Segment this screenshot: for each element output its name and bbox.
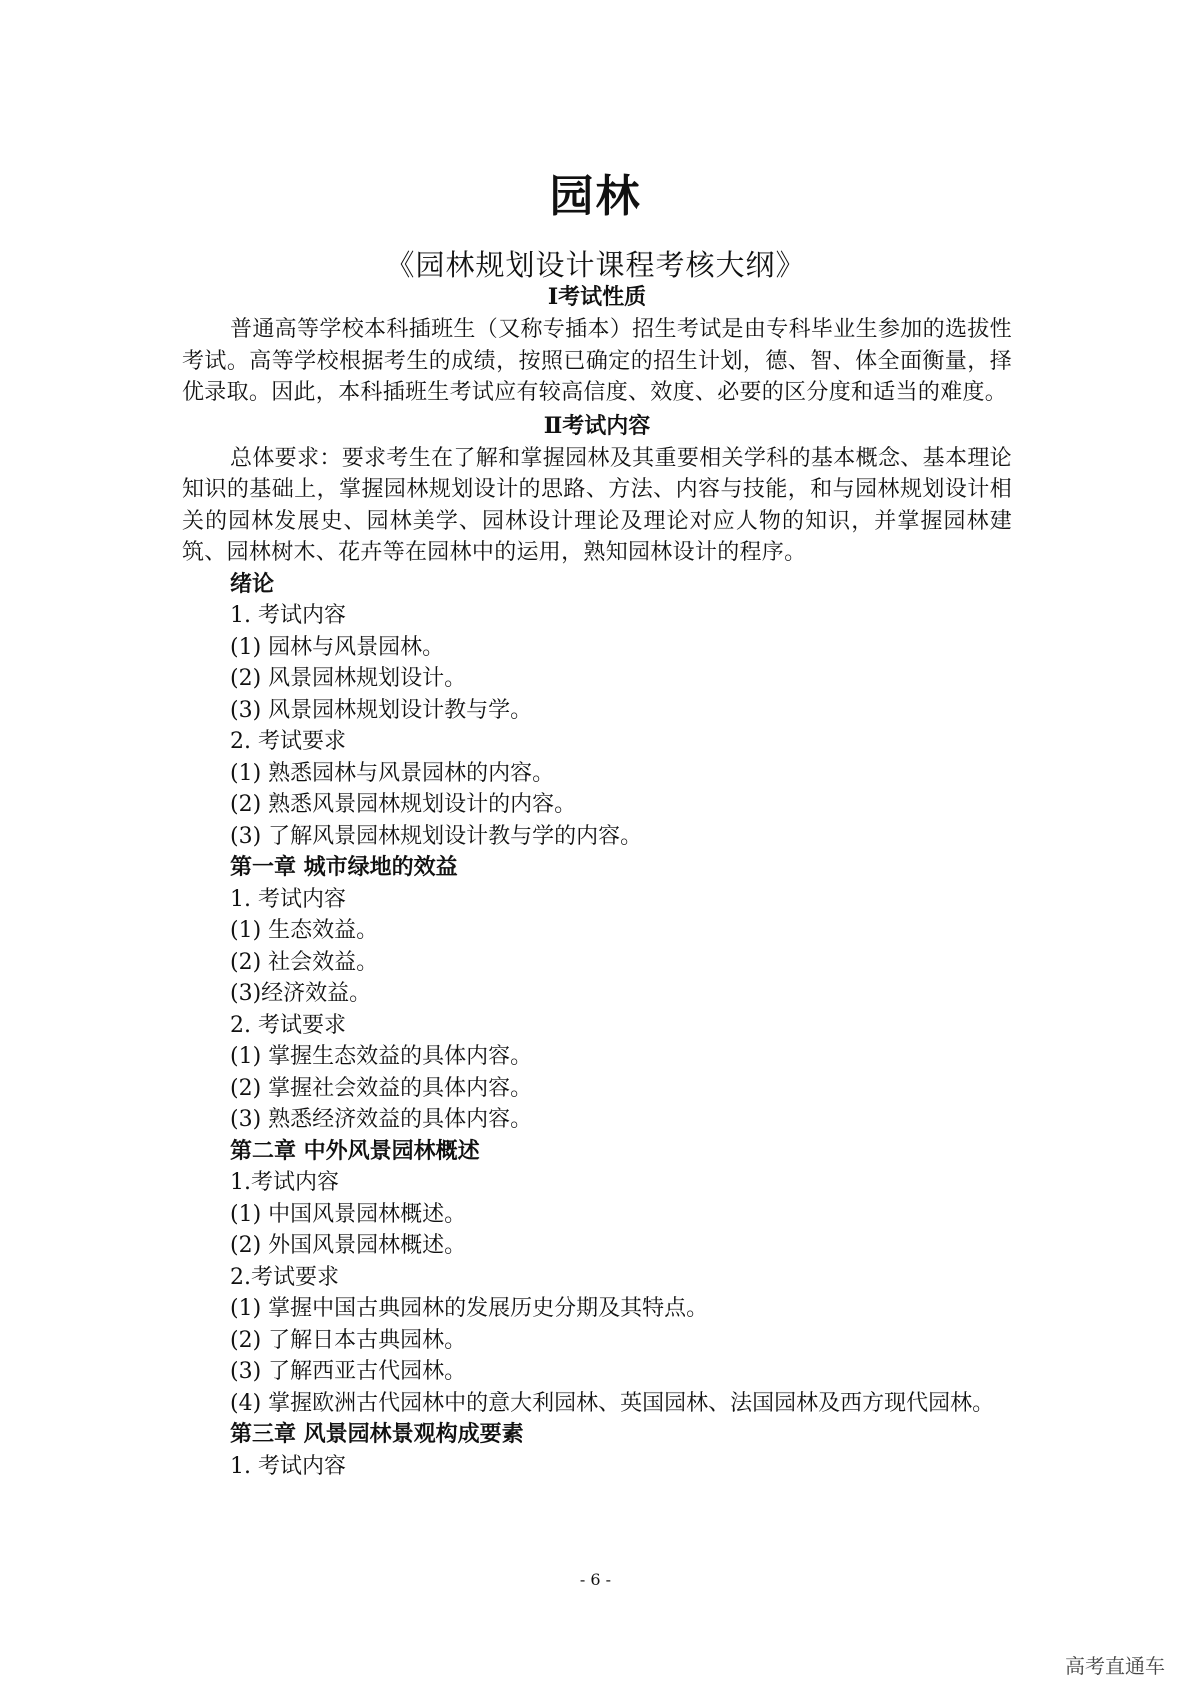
section-heading-content: Ⅱ考试内容 [543, 412, 651, 439]
list-item: (1) 掌握中国古典园林的发展历史分期及其特点。 [230, 1296, 709, 1321]
list-item: (3) 风景园林规划设计教与学。 [230, 697, 533, 723]
ch2-content-label: 1.考试内容 [230, 1170, 339, 1195]
document-title: 园林 [549, 171, 642, 222]
list-item: (3) 了解风景园林规划设计教与学的内容。 [230, 823, 643, 849]
section-heading-nature: Ⅰ考试性质 [547, 284, 647, 310]
list-item: (3)经济效益。 [230, 981, 372, 1006]
list-item: (1) 中国风景园林概述。 [230, 1201, 467, 1227]
chapter-heading-2: 第二章 中外风景园林概述 [230, 1137, 480, 1164]
list-item: (1) 生态效益。 [230, 918, 379, 943]
list-item: (2) 社会效益。 [230, 949, 379, 975]
ch1-req-label: 2. 考试要求 [230, 1012, 346, 1038]
list-item: (2) 熟悉风景园林规划设计的内容。 [230, 792, 577, 817]
list-item: (3) 熟悉经济效益的具体内容。 [230, 1107, 533, 1132]
list-item: (4) 掌握欧洲古代园林中的意大利园林、英国园林、法国园林及西方现代园林。 [230, 1390, 995, 1416]
ch3-content-label: 1. 考试内容 [230, 1453, 346, 1479]
list-item: (1) 熟悉园林与风景园林的内容。 [230, 760, 555, 786]
document-body [182, 280, 1012, 1482]
chapter-heading-1: 第一章 城市绿地的效益 [230, 854, 458, 880]
list-item: (2) 了解日本古典园林。 [230, 1327, 467, 1353]
list-item: (1) 掌握生态效益的具体内容。 [230, 1044, 533, 1069]
watermark: 高考直通车 [1065, 1654, 1165, 1678]
ch2-req-label: 2.考试要求 [230, 1264, 339, 1290]
list-item: (1) 园林与风景园林。 [230, 634, 445, 660]
chapter-heading-3: 第三章 风景园林景观构成要素 [230, 1421, 524, 1447]
list-item: (2) 外国风景园林概述。 [230, 1233, 467, 1258]
document-subtitle: 《园林规划设计课程考核大纲》 [385, 248, 806, 282]
intro-content-label: 1. 考试内容 [230, 603, 346, 628]
chapter-heading-intro: 绪论 [230, 570, 275, 597]
intro-req-label: 2. 考试要求 [230, 729, 346, 754]
paragraph-nature: 普通高等学校本科插班生（又称专插本）招生考试是由专科毕业生参加的选拔性考试。高等学校根据考生的成绩，按照已确定的招生计划，德、智、体全面衡量，择优录取。因此，本科插班生考试应有较高信度、效度、必要的区分度和适当的难度。 [182, 317, 1012, 405]
list-item: (3) 了解西亚古代园林。 [230, 1359, 467, 1384]
list-item: (2) 风景园林规划设计。 [230, 666, 467, 691]
list-item: (2) 掌握社会效益的具体内容。 [230, 1075, 533, 1101]
page-number: - 6 - [579, 1570, 612, 1589]
ch1-content-label: 1. 考试内容 [230, 886, 346, 912]
paragraph-overall-requirements: 总体要求：要求考生在了解和掌握园林及其重要相关学科的基本概念、基本理论知识的基础上，掌握园林规划设计的思路、方法、内容与技能，和与园林规划设计相关的园林发展史、园林美学、园林设计理论及理论对应人物的知识，并掌握园林建筑、园林树木、花卉等在园林中的运用，熟知园林设计的程序。 [182, 445, 1012, 565]
